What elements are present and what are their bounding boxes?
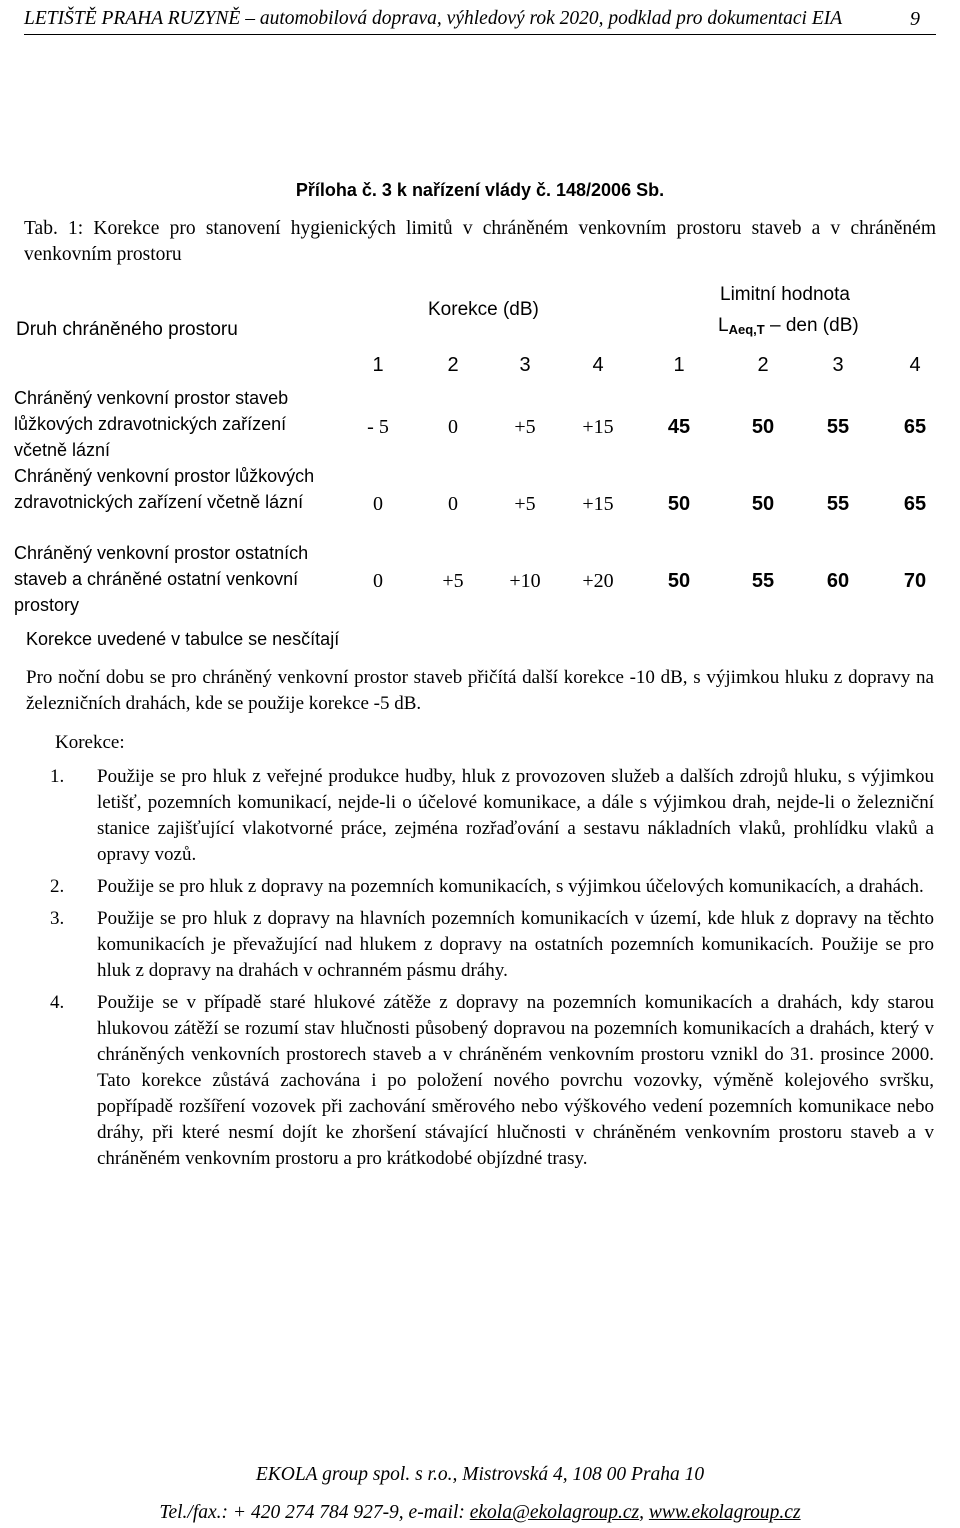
limit-cell: 60: [826, 570, 850, 592]
list-item: [26, 906, 934, 984]
index-cell: 3: [519, 354, 531, 376]
night-correction-paragraph: Pro noční dobu se pro chráněný venkovní prostor staveb přičítá další korekce -10 dB, s výjimkou hluku z dopravy na železničních drahách, kde se použije korekce -5 dB.: [26, 667, 934, 714]
limit-cell: 50: [667, 570, 691, 592]
list-item-text: Použije se pro hluk z dopravy na hlavních pozemních komunikacích v území, kde hluk z dopravy na těchto komunikacích je převažující nad hlukem z dopravy na ostatních pozemních komunikacích. Použije se pro hluk z dopravy na drahách v ochranném pásmu dráhy.: [97, 908, 934, 981]
list-item: [26, 990, 934, 1172]
corrections-label: Korekce:: [55, 732, 125, 753]
index-cell: 3: [832, 354, 844, 376]
correction-cell: +15: [582, 493, 614, 515]
correction-cell: - 5: [367, 416, 389, 438]
limit-cell: 55: [826, 493, 850, 515]
correction-cell: 0: [373, 493, 383, 515]
correction-cell: +5: [442, 570, 464, 592]
column-header-correction: Korekce (dB): [428, 299, 539, 320]
list-item-number: 1.: [50, 766, 65, 787]
column-header-limit-line2: [718, 314, 859, 342]
footer-contact: [0, 1500, 960, 1526]
limit-cell: 50: [751, 493, 775, 515]
table-title: [24, 216, 936, 268]
footer-separator: ,: [639, 1502, 649, 1523]
attachment-title: Příloha č. 3 k nařízení vlády č. 148/2006 Sb.: [295, 180, 665, 200]
list-item: [26, 874, 934, 900]
correction-cell: 0: [448, 416, 458, 438]
limit-subscript: Aeq,T: [728, 322, 765, 337]
correction-cell: 0: [373, 570, 383, 592]
footer-email-link[interactable]: ekola@ekolagroup.cz: [469, 1502, 640, 1523]
limit-unit: – den (dB): [764, 315, 859, 336]
index-cell: 1: [673, 354, 685, 376]
row-label: Chráněný venkovní prostor staveb lůžkových zdravotnických zařízení včetně lázní: [14, 388, 289, 460]
list-item: [26, 764, 934, 868]
limit-cell: 55: [751, 570, 775, 592]
correction-cell: +5: [514, 493, 536, 515]
limit-cell: 55: [826, 416, 850, 438]
limit-cell: 65: [903, 493, 927, 515]
limit-cell: 70: [903, 570, 927, 592]
limit-cell: 45: [667, 416, 691, 438]
list-item-number: 3.: [50, 908, 65, 929]
footer-address: EKOLA group spol. s r.o., Mistrovská 4, 108 00 Praha 10: [255, 1464, 705, 1485]
limit-cell: 50: [667, 493, 691, 515]
limit-cell: 65: [903, 416, 927, 438]
header-title: LETIŠTĚ PRAHA RUZYNĚ – automobilová doprava, výhledový rok 2020, podklad pro dokumentaci EIA: [24, 8, 843, 29]
corrections-list: [26, 764, 934, 1178]
limit-cell: 50: [751, 416, 775, 438]
correction-cell: +5: [514, 416, 536, 438]
table-title-prefix: Tab.: [24, 218, 58, 239]
footer-phone: Tel./fax.: + 420 274 784 927-9, e-mail:: [159, 1502, 470, 1523]
limit-L: L: [718, 315, 729, 336]
row-label: Chráněný venkovní prostor lůžkových zdravotnických zařízení včetně lázní: [14, 466, 315, 512]
list-item-number: 2.: [50, 876, 65, 897]
correction-cell: +20: [582, 570, 614, 592]
index-cell: 2: [757, 354, 769, 376]
index-cell: 2: [447, 354, 459, 376]
page-number: 9: [910, 8, 920, 30]
correction-cell: +15: [582, 416, 614, 438]
correction-cell: 0: [448, 493, 458, 515]
index-cell: 1: [372, 354, 384, 376]
row-label: Chráněný venkovní prostor ostatních staveb a chráněné ostatní venkovní prostory: [14, 543, 309, 615]
index-cell: 4: [909, 354, 921, 376]
column-header-limit-line1: Limitní hodnota: [720, 284, 850, 305]
table-note: Korekce uvedené v tabulce se nesčítají: [26, 629, 340, 649]
footer-website-link[interactable]: www.ekolagroup.cz: [648, 1502, 801, 1523]
list-item-text: Použije se pro hluk z dopravy na pozemních komunikacích, s výjimkou účelových komunikacích, a drahách.: [97, 876, 924, 897]
correction-cell: +10: [509, 570, 541, 592]
index-cell: 4: [592, 354, 604, 376]
list-item-text: Použije se v případě staré hlukové zátěže z dopravy na pozemních komunikacích a drahách, kdy starou hlukovou zátěží se rozumí stav hlučnosti působený dopravou na pozemních komunikacích a drahách, který v chráněných venkovních prostorech staveb a v chráněném venkovním prostoru vznikl do 31. prosince 2000. Tato korekce zůstává zachována i po položení nového povrchu vozovky, výměně kolejového svršku, popřípadě rozšíření vozovek při zachování směrového nebo výškového vedení pozemních komunikace nebo dráhy, při které nesmí dojít ke zhoršení stávající hlučnosti v chráněném venkovním prostoru staveb a v chráněném venkovním prostoru a pro krátkodobé objízdné trasy.: [97, 992, 934, 1169]
list-item-number: 4.: [50, 992, 65, 1013]
table-title-text: 1: Korekce pro stanovení hygienických limitů v chráněném venkovním prostoru staveb a v chráněném venkovním prostoru: [24, 218, 936, 265]
page-header: [24, 4, 936, 35]
column-header-type: Druh chráněného prostoru: [16, 319, 238, 340]
list-item-text: Použije se pro hluk z veřejné produkce hudby, hluk z provozoven služeb a dalších zdrojů hluku, s výjimkou letišť, pozemních komunikací, nejde-li o účelové komunikace, a dále s výjimkou drah, nejde-li o železniční stanice zajišťující vlakotvorné práce, zejména rozřaďování a sestavu nákladních vlaků, prohlídku vlaků a opravy vozů.: [97, 766, 934, 865]
